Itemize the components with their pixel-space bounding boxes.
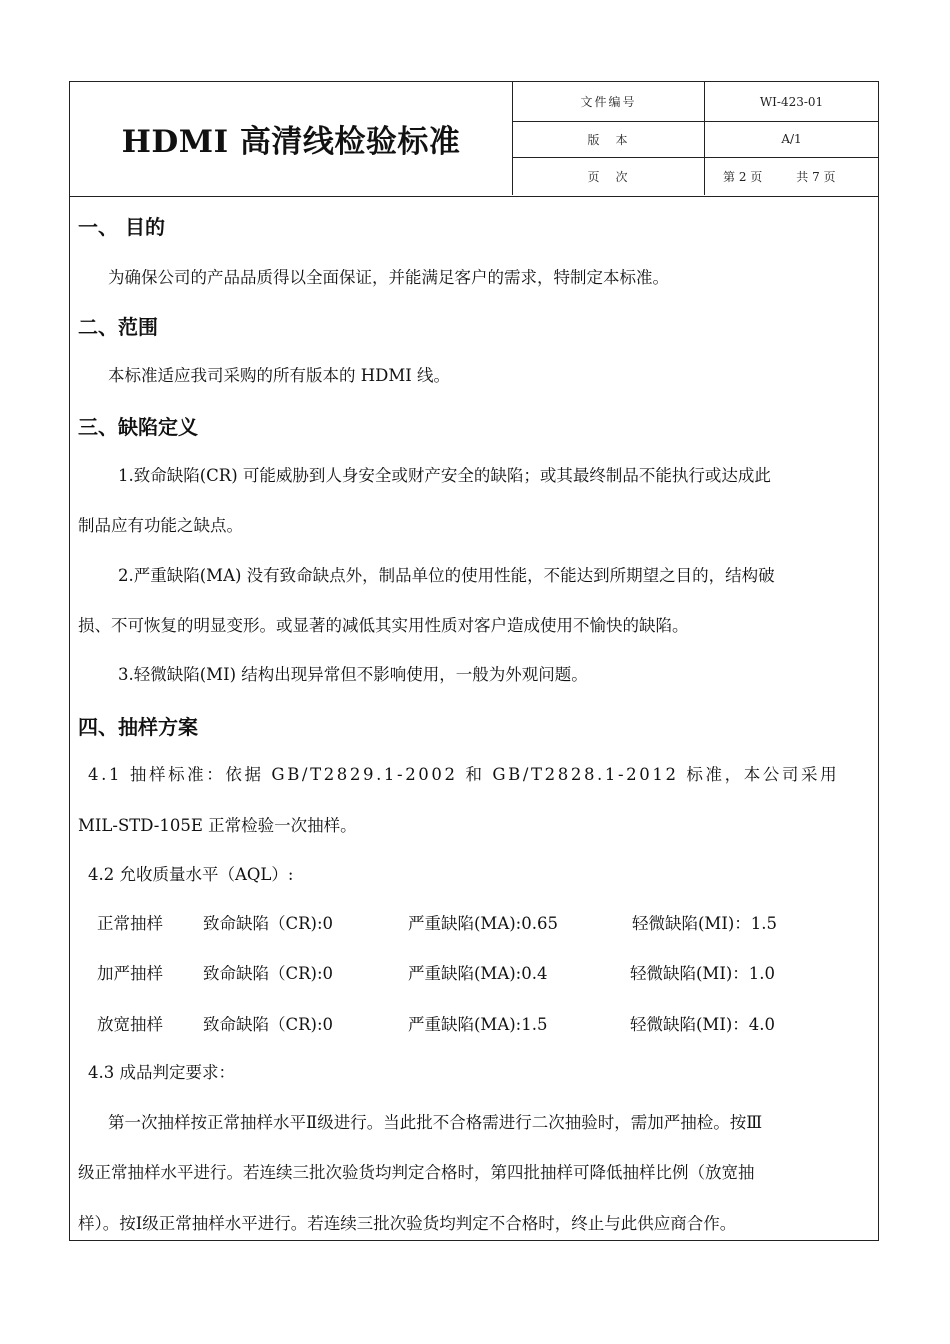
aql-major: 严重缺陷(MA):1.5 [408, 1015, 548, 1034]
aql-minor: 轻微缺陷(MI)：1.5 [632, 914, 778, 933]
aql-row-tightened [70, 960, 878, 984]
aql-critical: 致命缺陷（CR):0 [203, 964, 334, 983]
aql-heading: 4.2 允收质量水平（AQL）: [88, 865, 294, 884]
section-heading-defect-definition: 三、缺陷定义 [78, 415, 198, 439]
judgement-line2: 级正常抽样水平进行。若连续三批次验货均判定合格时，第四批抽样可降低抽样比例（放宽抽 [78, 1163, 755, 1182]
aql-critical: 致命缺陷（CR):0 [203, 1015, 334, 1034]
section-heading-purpose: 一、 目的 [78, 215, 165, 239]
defect-critical-line2: 制品应有功能之缺点。 [78, 516, 243, 535]
judgement-heading: 4.3 成品判定要求： [88, 1063, 235, 1082]
purpose-text: 为确保公司的产品品质得以全面保证，并能满足客户的需求，特制定本标准。 [108, 268, 669, 287]
page-total: 共 7 页 [796, 169, 836, 184]
scope-text: 本标准适应我司采购的所有版本的 HDMI 线。 [108, 366, 451, 385]
document-title: HDMI 高清线检验标准 [70, 82, 513, 195]
aql-mode: 放宽抽样 [97, 1015, 163, 1034]
defect-critical-line1: 1.致命缺陷(CR) 可能威胁到人身安全或财产安全的缺陷；或其最终制品不能执行或达成此 [118, 466, 771, 485]
doc-number-label: 文件编号 [513, 82, 705, 121]
sampling-standard-line2: MIL-STD-105E 正常检验一次抽样。 [78, 816, 357, 835]
aql-mode: 正常抽样 [97, 914, 163, 933]
defect-minor-text: 3.轻微缺陷(MI) 结构出现异常但不影响使用，一般为外观问题。 [118, 665, 588, 684]
aql-major: 严重缺陷(MA):0.65 [408, 914, 558, 933]
section-heading-scope: 二、范围 [78, 315, 158, 339]
aql-minor: 轻微缺陷(MI)：1.0 [630, 964, 776, 983]
header-row-page [513, 157, 878, 195]
aql-minor: 轻微缺陷(MI)：4.0 [630, 1015, 776, 1034]
doc-number-value: WI-423-01 [759, 94, 824, 109]
version-label: 版 本 [513, 121, 705, 157]
aql-mode: 加严抽样 [97, 964, 163, 983]
page-current: 第 2 页 [723, 169, 763, 184]
page-value [705, 157, 878, 195]
header-row-version [513, 121, 878, 158]
document-header [70, 82, 878, 197]
version-value: A/1 [781, 132, 802, 146]
header-info-grid [513, 82, 878, 195]
aql-row-reduced [70, 1011, 878, 1035]
judgement-line3: 样）。按Ⅰ级正常抽样水平进行。若连续三批次验货均判定不合格时，终止与此供应商合作。 [78, 1214, 737, 1233]
header-row-doc-number [513, 82, 878, 122]
document-frame [69, 81, 879, 1241]
judgement-line1: 第一次抽样按正常抽样水平Ⅱ级进行。当此批不合格需进行二次抽验时，需加严抽检。按Ⅲ [108, 1113, 763, 1132]
aql-major: 严重缺陷(MA):0.4 [408, 964, 548, 983]
defect-major-line1: 2.严重缺陷(MA) 没有致命缺点外，制品单位的使用性能，不能达到所期望之目的，结构破 [118, 566, 775, 585]
section-heading-sampling-plan: 四、抽样方案 [78, 715, 198, 739]
aql-critical: 致命缺陷（CR):0 [203, 914, 334, 933]
page-label: 页 次 [513, 157, 705, 195]
defect-major-line2: 损、不可恢复的明显变形。或显著的减低其实用性质对客户造成使用不愉快的缺陷。 [78, 616, 689, 635]
aql-row-normal [70, 910, 878, 934]
sampling-standard-line1: 4.1 抽样标准：依据 GB/T2829.1-2002 和 GB/T2828.1-2012 标准，本公司采用 [88, 765, 840, 784]
